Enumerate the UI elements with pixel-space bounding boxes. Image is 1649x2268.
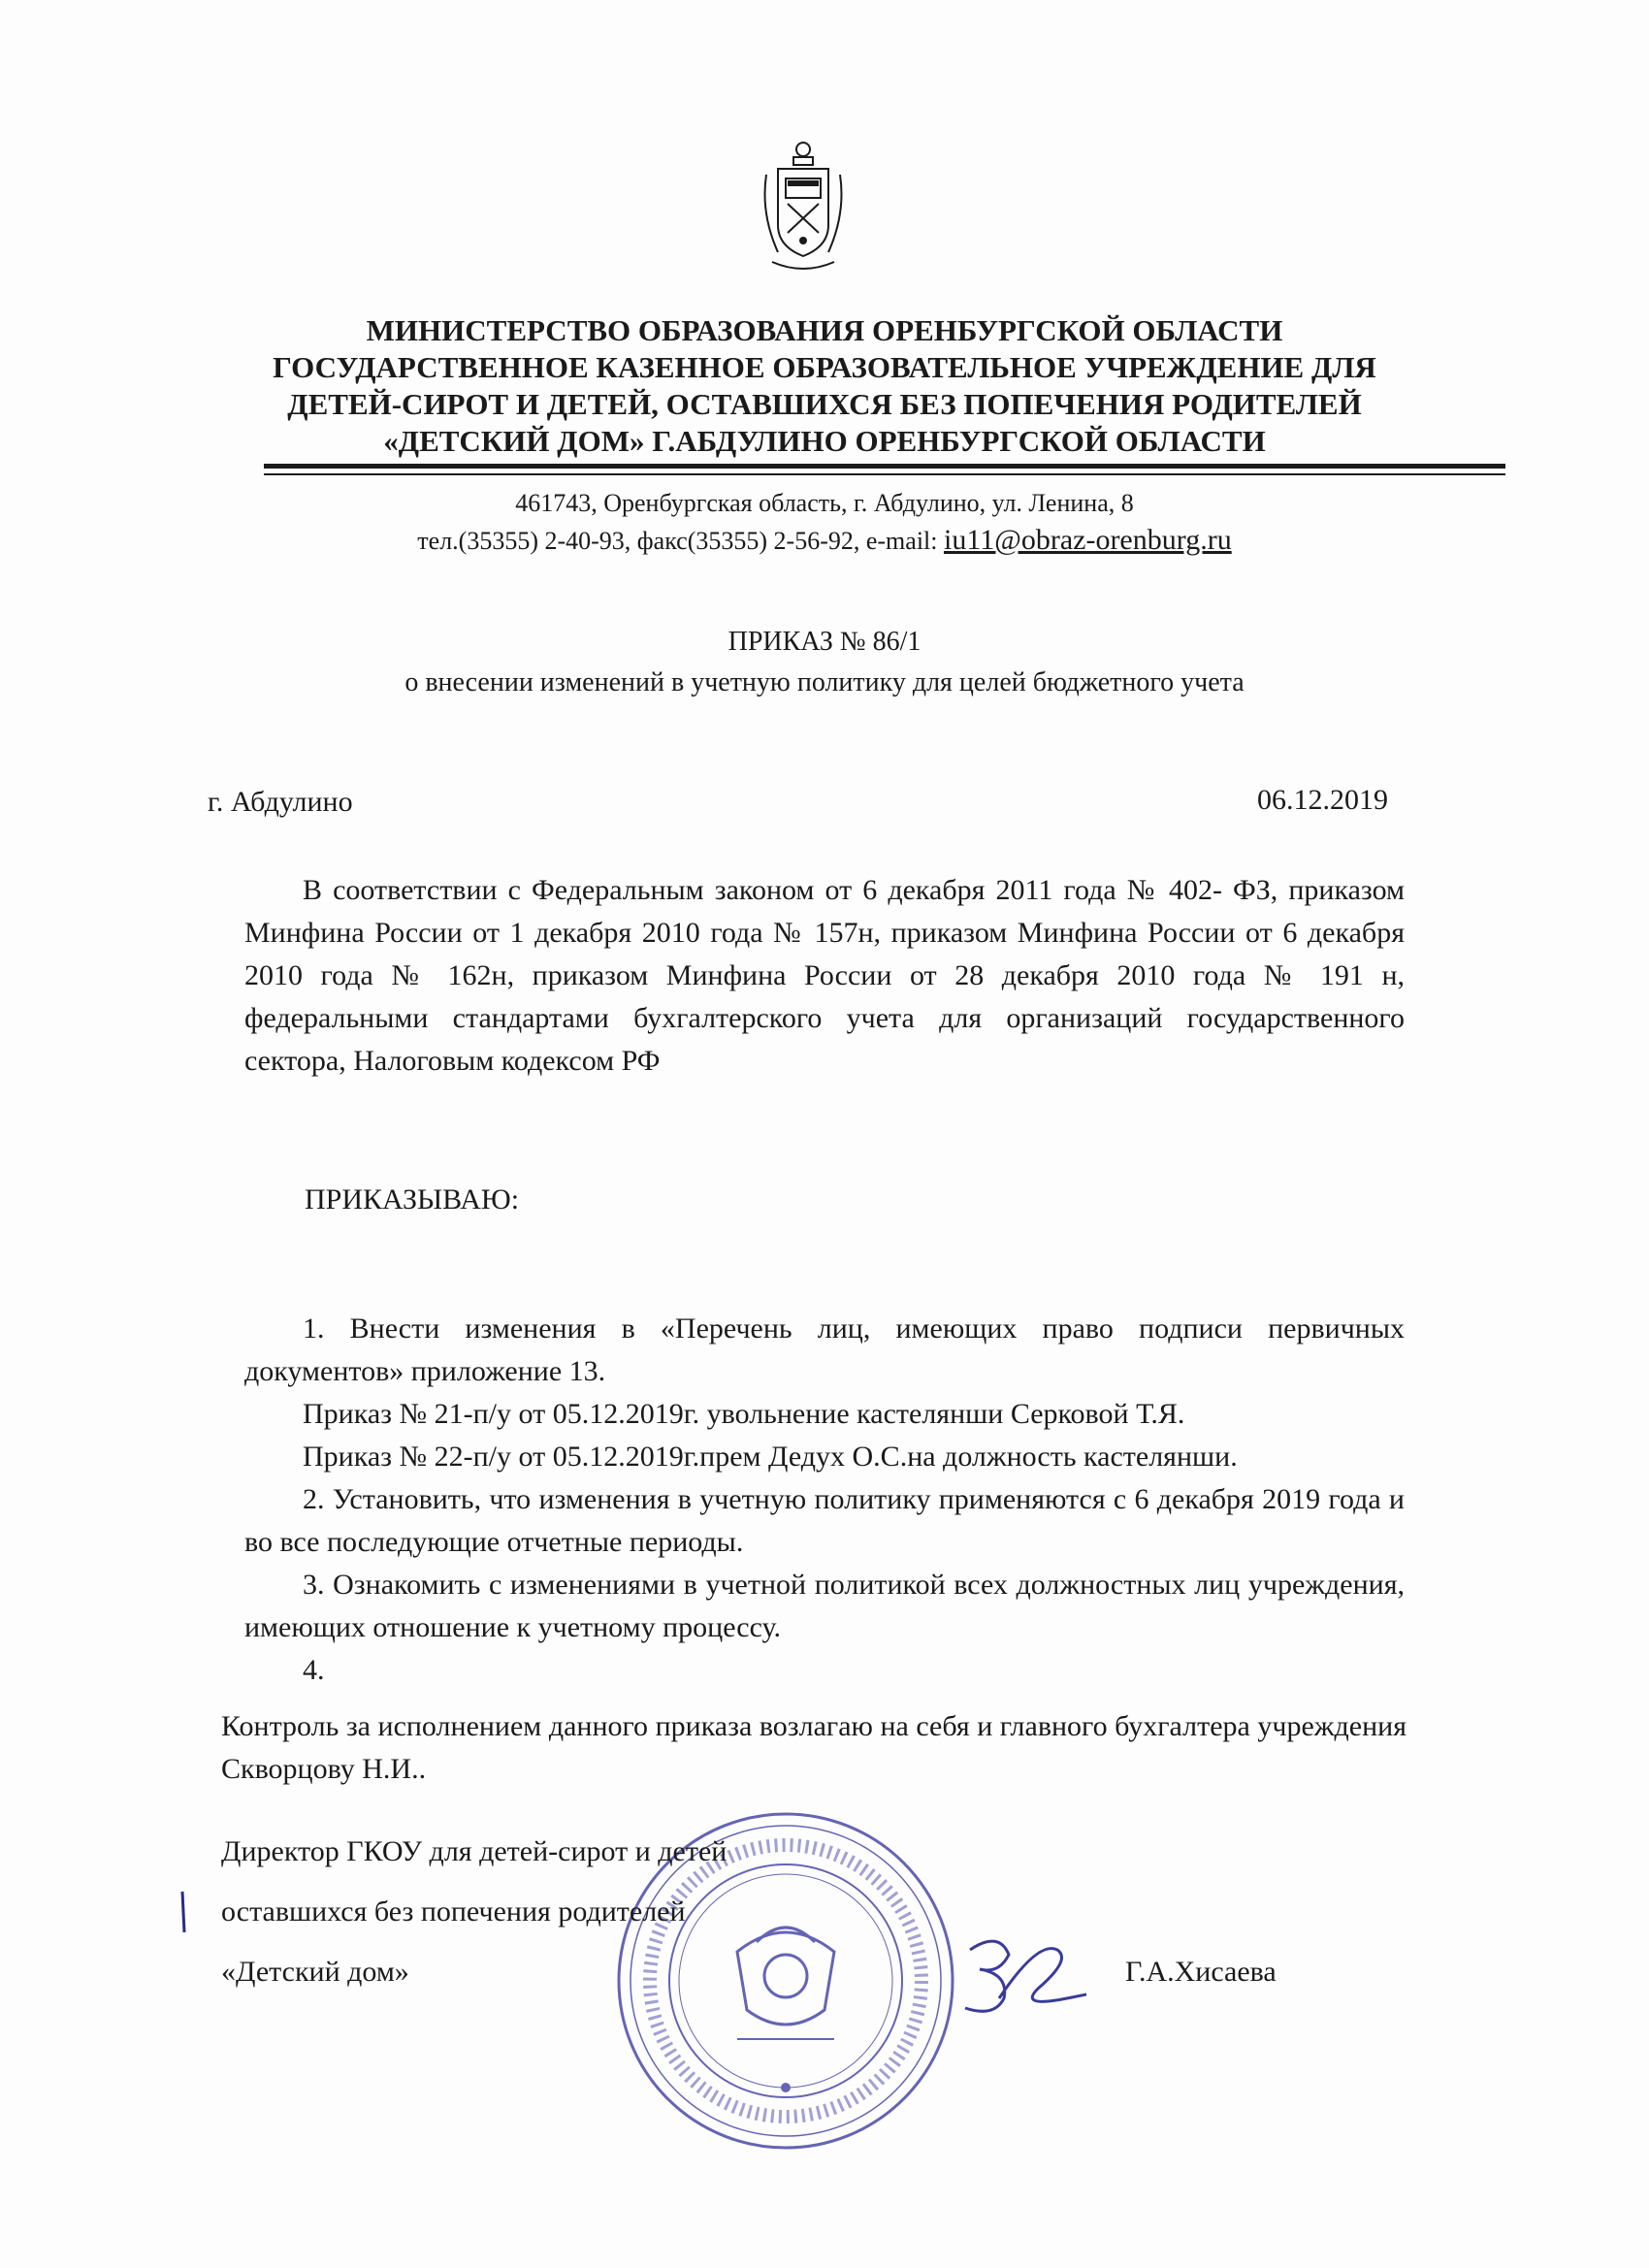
contacts-line [242,522,1406,560]
signatory-title-line-1: Директор ГКОУ для детей-сирот и детей [221,1835,728,1867]
signatory-title-line-2: оставшихся без попечения родителей [221,1895,686,1928]
organization-name [213,312,1436,460]
email-link[interactable]: iu11@obraz-orenburg.ru [943,524,1232,556]
phone-fax: тел.(35355) 2-40-93, факс(35355) 2-56-92, e-mail: [417,527,938,555]
org-line: ГОСУДАРСТВЕННОЕ КАЗЕННОЕ ОБРАЗОВАТЕЛЬНОЕ УЧРЕЖДЕНИЕ ДЛЯ [273,350,1376,384]
signatory-title-line-3: «Детский дом» [221,1956,409,1988]
order-items [244,1308,1405,1692]
org-line: МИНИСТЕРСТВО ОБРАЗОВАНИЯ ОРЕНБУРГСКОЙ ОБЛАСТИ [366,313,1283,347]
handwritten-signature-icon [960,1930,1086,2018]
order-item-1-sub-2: Приказ № 22-п/у от 05.12.2019г.прем Дедух О.С.на должность кастелянши. [303,1441,1238,1473]
order-item-3: 3. Ознакомить с изменениями в учетной политикой всех должностных лиц учреждения, имеющих отношение к учетному процессу. [244,1569,1405,1643]
coat-of-arms-icon [759,136,848,279]
order-title: ПРИКАЗ № 86/1 [728,627,922,657]
order-item-2: 2. Установить, что изменения в учетную политику применяются с 6 декабря 2019 года и во все последующие отчетные периоды. [244,1483,1405,1558]
preamble-paragraph: В соответствии с Федеральным законом от 6 декабря 2011 года № 402- ФЗ, приказом Минфина России от 1 декабря 2010 года № 157н, приказом Минфина России от 6 декабря 2010 года № 162н, приказом Минфина России от 28 декабря 2010 года № 191 н, федеральными стандартами бухгалтерского учета для организаций государственного сектора, Налоговым кодексом РФ [244,874,1405,1077]
order-date: 06.12.2019 [1257,784,1388,816]
org-line: «ДЕТСКИЙ ДОМ» Г.АБДУЛИНО ОРЕНБУРГСКОЙ ОБЛАСТИ [383,424,1266,458]
postal-address: 461743, Оренбургская область, г. Абдулино, ул. Ленина, 8 [515,489,1134,517]
header-divider-thin [264,473,1505,475]
decree-heading: ПРИКАЗЫВАЮ: [305,1183,520,1215]
signer-name: Г.А.Хисаева [1125,1956,1277,1988]
header-divider-thick [264,464,1505,469]
order-city: г. Абдулино [208,786,353,818]
order-item-4: 4. [303,1654,325,1686]
org-line: ДЕТЕЙ-СИРОТ И ДЕТЕЙ, ОСТАВШИХСЯ БЕЗ ПОПЕЧЕНИЯ РОДИТЕЛЕЙ [287,387,1362,421]
order-subtitle: о внесении изменений в учетную политику для целей бюджетного учета [404,667,1245,697]
control-paragraph: Контроль за исполнением данного приказа возлагаю на себя и главного бухгалтера учреждения Скворцову Н.И.. [221,1710,1406,1785]
address-block [242,485,1406,560]
margin-mark [178,1890,187,1934]
order-item-1-sub-1: Приказ № 21-п/у от 05.12.2019г. увольнение кастелянши Серковой Т.Я. [303,1398,1185,1430]
order-item-1: 1. Внести изменения в «Перечень лиц, имеющих право подписи первичных документов» приложение 13. [244,1312,1405,1387]
